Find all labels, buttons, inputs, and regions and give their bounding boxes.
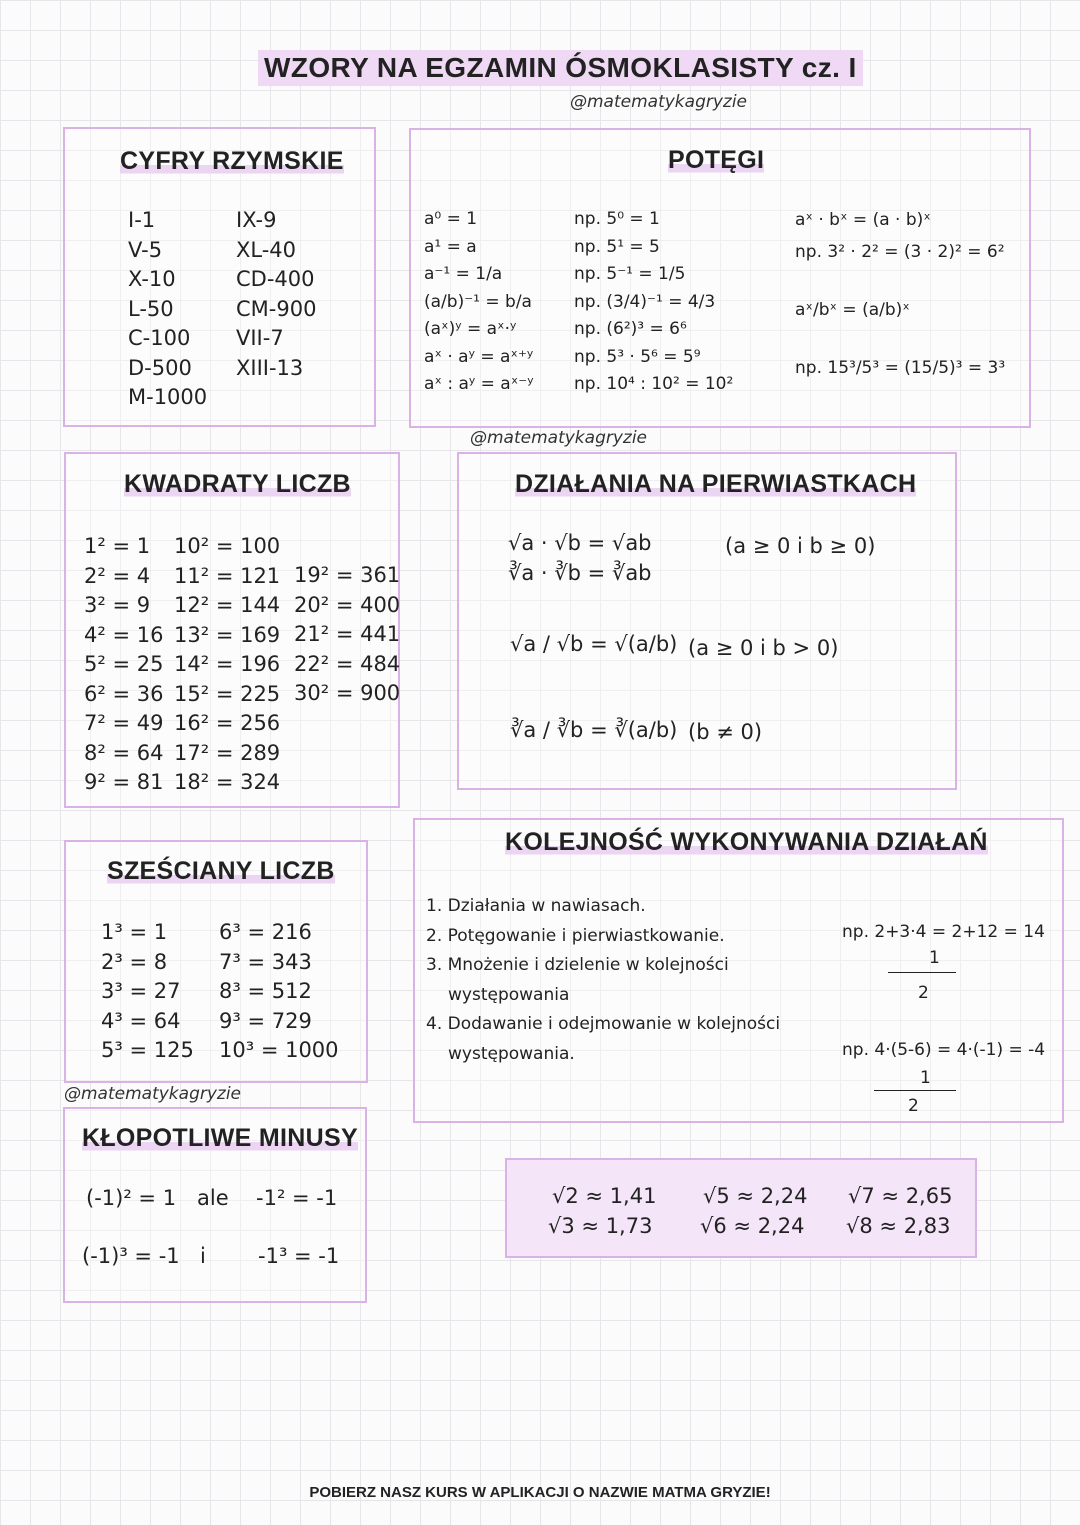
order-example-2-step2: 2	[908, 1096, 919, 1116]
roman-item: X-10	[128, 267, 176, 291]
cubes-heading: SZEŚCIANY LICZB	[107, 857, 335, 885]
squares-col2	[174, 532, 280, 798]
power-example: np. 5³ · 5⁶ = 5⁹	[574, 346, 701, 367]
cubes-col2	[219, 918, 339, 1066]
cube-item: 7³ = 343	[219, 949, 312, 974]
roman-item: V-5	[128, 237, 163, 262]
minus-heading: KŁOPOTLIWE MINUSY	[82, 1124, 358, 1152]
order-steps	[426, 892, 780, 1069]
root-rule-1a: √a · √b = √ab	[508, 531, 652, 555]
cube-item: 4³ = 64	[101, 1008, 181, 1033]
cube-item: 5³ = 125	[101, 1038, 194, 1062]
square-item: 9² = 81	[84, 770, 164, 794]
approx-sqrt8: √8 ≈ 2,83	[846, 1214, 951, 1238]
power-rule: aˣ · aʸ = aˣ⁺ʸ	[424, 346, 534, 367]
approx-sqrt7: √7 ≈ 2,65	[848, 1184, 953, 1208]
roman-item: XIII-13	[236, 355, 304, 380]
root-rule-2: √a / √b = √(a/b)	[510, 632, 678, 656]
power-rule: a⁰ = 1	[424, 209, 478, 229]
square-item: 4² = 16	[84, 622, 164, 647]
power-example: np. (6²)³ = 6⁶	[574, 319, 687, 339]
order-example-1-step1: 1	[929, 948, 940, 968]
root-condition-3: (b ≠ 0)	[688, 720, 763, 744]
approx-sqrt5: √5 ≈ 2,24	[703, 1184, 808, 1208]
order-example-2-bracket	[874, 1090, 956, 1091]
footer-promo: POBIERZ NASZ KURS W APLIKACJI O NAZWIE MATMA GRYZIE!	[309, 1484, 771, 1501]
approx-sqrt3: √3 ≈ 1,73	[548, 1214, 653, 1238]
square-item: 7² = 49	[84, 711, 164, 735]
author-handle-mid: @matematykagryzie	[470, 428, 648, 448]
roman-item: C-100	[128, 326, 191, 350]
power-example: np. 5⁻¹ = 1/5	[574, 264, 686, 284]
cube-item: 10³ = 1000	[219, 1038, 339, 1062]
roman-item: IX-9	[236, 208, 277, 232]
powers-col2	[574, 206, 733, 399]
square-item: 17² = 289	[174, 740, 281, 765]
square-item: 12² = 144	[174, 593, 281, 617]
approx-sqrt2: √2 ≈ 1,41	[552, 1184, 657, 1208]
roots-heading: DZIAŁANIA NA PIERWIASTKACH	[515, 470, 917, 498]
squares-col3	[294, 561, 400, 709]
power-example: np. 5¹ = 5	[574, 236, 660, 257]
roman-item: I-1	[128, 208, 156, 232]
minus-row1-left: (-1)² = 1	[86, 1186, 177, 1210]
square-item: 3² = 9	[84, 593, 151, 617]
powers-col1	[424, 206, 534, 399]
order-example-1: np. 2+3·4 = 2+12 = 14	[842, 922, 1045, 942]
order-example-1-step2: 2	[918, 983, 929, 1003]
square-item: 14² = 196	[174, 652, 281, 676]
order-step: 3. Mnożenie i dzielenie w kolejności	[426, 955, 729, 975]
order-example-2: np. 4·(5-6) = 4·(-1) = -4	[842, 1040, 1046, 1060]
root-rule-1b: ∛a · ∛b = ∛ab	[508, 561, 652, 585]
root-approximations-box	[505, 1158, 977, 1258]
cube-item: 8³ = 512	[219, 979, 312, 1003]
author-handle-top: @matematykagryzie	[570, 92, 748, 112]
roman-heading: CYFRY RZYMSKIE	[120, 147, 344, 175]
power-rule: a⁻¹ = 1/a	[424, 264, 503, 284]
power-example: np. 5⁰ = 1	[574, 209, 660, 229]
order-heading: KOLEJNOŚĆ WYKONYWANIA DZIAŁAŃ	[505, 828, 988, 856]
square-item: 22² = 484	[294, 651, 401, 676]
square-item: 1² = 1	[84, 534, 151, 558]
roman-item: XL-40	[236, 237, 297, 262]
minus-row2-left: (-1)³ = -1	[82, 1244, 180, 1268]
order-example-2-step1: 1	[920, 1068, 931, 1088]
power-example: np. 10⁴ : 10² = 10²	[574, 374, 734, 394]
square-item: 19² = 361	[294, 563, 401, 587]
power-rule: (a/b)⁻¹ = b/a	[424, 291, 532, 312]
square-item: 11² = 121	[174, 563, 281, 588]
order-step: występowania	[448, 984, 570, 1005]
roman-col1	[128, 206, 207, 413]
power-rule: aˣ · bˣ = (a · b)ˣ	[795, 210, 931, 230]
power-rule: aˣ : aʸ = aˣ⁻ʸ	[424, 374, 534, 394]
squares-col1	[84, 532, 163, 798]
order-example-1-bracket	[888, 972, 956, 973]
roman-item: CD-400	[236, 267, 315, 291]
cube-item: 6³ = 216	[219, 920, 312, 944]
order-step: 1. Działania w nawiasach.	[426, 896, 646, 916]
power-example: np. (3/4)⁻¹ = 4/3	[574, 291, 716, 312]
author-handle-bottom: @matematykagryzie	[64, 1084, 242, 1104]
powers-col3	[795, 204, 1005, 384]
page-title: WZORY NA EGZAMIN ÓSMOKLASISTY cz. I	[258, 50, 863, 86]
order-step: 2. Potęgowanie i pierwiastkowanie.	[426, 925, 725, 946]
roman-item: VII-7	[236, 326, 284, 350]
square-item: 15² = 225	[174, 681, 281, 706]
square-item: 13² = 169	[174, 622, 281, 647]
cube-item: 2³ = 8	[101, 949, 168, 974]
power-example: np. 15³/5³ = (15/5)³ = 3³	[795, 358, 1006, 378]
power-rule: (aˣ)ʸ = aˣ·ʸ	[424, 319, 517, 339]
powers-heading: POTĘGI	[668, 146, 765, 174]
cube-item: 1³ = 1	[101, 920, 168, 944]
minus-row1-mid: ale	[197, 1186, 229, 1210]
roman-item: D-500	[128, 355, 192, 380]
minus-row2-right: -1³ = -1	[258, 1244, 340, 1268]
power-rule: a¹ = a	[424, 236, 477, 257]
roman-col2	[236, 206, 316, 383]
root-condition-1: (a ≥ 0 i b ≥ 0)	[725, 534, 876, 558]
roman-item: M-1000	[128, 385, 208, 409]
approx-sqrt6: √6 ≈ 2,24	[700, 1214, 805, 1238]
minus-row2-mid: i	[200, 1244, 206, 1268]
cube-item: 9³ = 729	[219, 1008, 312, 1033]
square-item: 18² = 324	[174, 770, 281, 794]
square-item: 5² = 25	[84, 652, 164, 676]
minus-row1-right: -1² = -1	[256, 1186, 338, 1210]
square-item: 30² = 900	[294, 681, 401, 705]
squares-heading: KWADRATY LICZB	[124, 470, 351, 498]
square-item: 8² = 64	[84, 740, 164, 765]
roman-item: L-50	[128, 296, 174, 321]
order-step: występowania.	[448, 1043, 575, 1064]
square-item: 20² = 400	[294, 592, 401, 617]
square-item: 2² = 4	[84, 563, 151, 588]
square-item: 16² = 256	[174, 711, 281, 735]
cubes-col1	[101, 918, 194, 1066]
cube-item: 3³ = 27	[101, 979, 181, 1003]
order-step: 4. Dodawanie i odejmowanie w kolejności	[426, 1014, 781, 1034]
square-item: 10² = 100	[174, 534, 281, 558]
power-rule: aˣ/bˣ = (a/b)ˣ	[795, 300, 910, 320]
root-rule-3: ∛a / ∛b = ∛(a/b)	[510, 718, 678, 742]
square-item: 21² = 441	[294, 622, 401, 646]
power-example: np. 3² · 2² = (3 · 2)² = 6²	[795, 242, 1005, 262]
roman-item: CM-900	[236, 296, 317, 321]
root-condition-2: (a ≥ 0 i b > 0)	[688, 636, 839, 660]
square-item: 6² = 36	[84, 681, 164, 706]
